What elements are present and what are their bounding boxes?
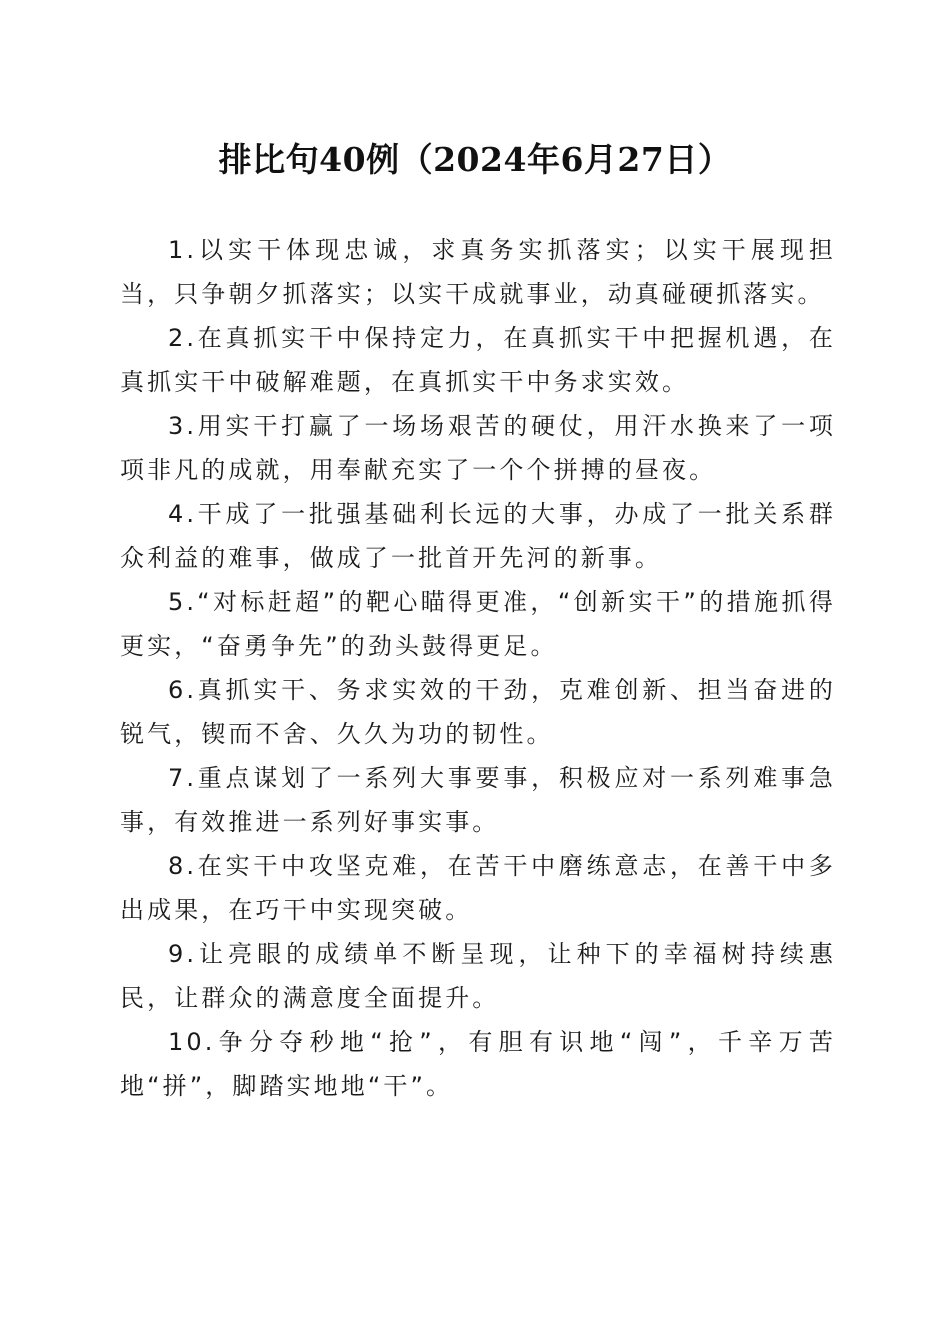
document-body xyxy=(120,228,836,1108)
page-title: 排比句40例（2024年6月27日） xyxy=(218,140,732,179)
paragraph-1: 1.以实干体现忠诚，求真务实抓落实；以实干展现担当，只争朝夕抓落实；以实干成就事业，动真碰硬抓落实。 xyxy=(120,236,836,308)
paragraph-2: 2.在真抓实干中保持定力，在真抓实干中把握机遇，在真抓实干中破解难题，在真抓实干中务求实效。 xyxy=(120,324,836,396)
paragraph-6: 6.真抓实干、务求实效的干劲，克难创新、担当奋进的锐气，锲而不舍、久久为功的韧性。 xyxy=(120,676,836,748)
paragraph-9: 9.让亮眼的成绩单不断呈现，让种下的幸福树持续惠民，让群众的满意度全面提升。 xyxy=(120,940,836,1012)
paragraph-5: 5.“对标赶超”的靶心瞄得更准，“创新实干”的措施抓得更实，“奋勇争先”的劲头鼓得更足。 xyxy=(120,588,836,660)
paragraph-3: 3.用实干打赢了一场场艰苦的硬仗，用汗水换来了一项项非凡的成就，用奉献充实了一个个拼搏的昼夜。 xyxy=(120,412,836,484)
paragraph-7: 7.重点谋划了一系列大事要事，积极应对一系列难事急事，有效推进一系列好事实事。 xyxy=(120,764,836,836)
paragraph-4: 4.干成了一批强基础利长远的大事，办成了一批关系群众利益的难事，做成了一批首开先河的新事。 xyxy=(120,500,836,572)
paragraph-8: 8.在实干中攻坚克难，在苦干中磨练意志，在善干中多出成果，在巧干中实现突破。 xyxy=(120,852,836,924)
paragraph-10: 10.争分夺秒地“抢”，有胆有识地“闯”，千辛万苦地“拼”，脚踏实地地“干”。 xyxy=(120,1028,836,1100)
